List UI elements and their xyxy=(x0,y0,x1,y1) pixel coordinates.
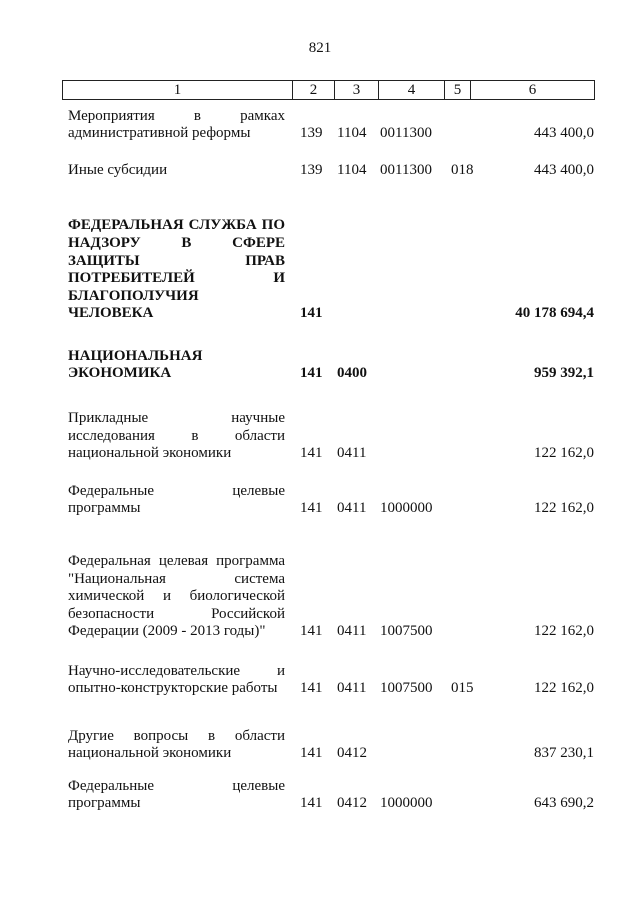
row-c3: 1104 xyxy=(337,162,367,179)
table-row xyxy=(68,348,594,383)
row-c2: 141 xyxy=(300,795,323,812)
table-row xyxy=(68,483,594,518)
row-c3: 0411 xyxy=(337,680,367,697)
row-c3: 1104 xyxy=(337,125,367,142)
row-c2: 141 xyxy=(300,745,323,762)
row-c5: 018 xyxy=(451,162,474,179)
row-c5: 015 xyxy=(451,680,474,697)
table-row xyxy=(68,108,594,143)
row-c3: 0411 xyxy=(337,623,367,640)
table-row xyxy=(68,663,594,698)
row-c4: 1007500 xyxy=(380,680,433,697)
table-row xyxy=(68,553,594,641)
row-c4: 0011300 xyxy=(380,125,432,142)
header-col-1: 1 xyxy=(63,81,293,100)
row-c6: 643 690,2 xyxy=(534,795,594,812)
row-c2: 141 xyxy=(300,500,323,517)
row-c3: 0411 xyxy=(337,445,367,462)
table-header xyxy=(62,80,595,100)
row-c4: 0011300 xyxy=(380,162,432,179)
row-c3: 0412 xyxy=(337,745,367,762)
row-name: Федеральные целевые программы xyxy=(68,777,285,812)
row-name: Федеральная целевая программа "Национальная система химической и биологической безопасности Российской Федерации (2009 - 2013 годы)" xyxy=(68,553,285,640)
row-name: Мероприятия в рамках административной реформы xyxy=(68,107,285,142)
row-c2: 139 xyxy=(300,162,323,179)
table-row xyxy=(68,410,594,463)
row-c3: 0400 xyxy=(337,365,367,382)
row-c6: 40 178 694,4 xyxy=(515,305,594,322)
row-c3: 0412 xyxy=(337,795,367,812)
row-c6: 122 162,0 xyxy=(534,500,594,517)
row-c2: 141 xyxy=(300,365,323,382)
row-c4: 1007500 xyxy=(380,623,433,640)
row-c6: 837 230,1 xyxy=(534,745,594,762)
row-name: Другие вопросы в области национальной экономики xyxy=(68,727,285,762)
row-c6: 122 162,0 xyxy=(534,623,594,640)
header-col-3: 3 xyxy=(335,81,379,100)
row-name: Прикладные научные исследования в области национальной экономики xyxy=(68,410,285,462)
page-number: 821 xyxy=(308,40,332,56)
row-c2: 139 xyxy=(300,125,323,142)
table-row xyxy=(68,217,594,323)
row-c6: 443 400,0 xyxy=(534,162,594,179)
header-col-2: 2 xyxy=(293,81,335,100)
row-c3: 0411 xyxy=(337,500,367,517)
row-name: ФЕДЕРАЛЬНАЯ СЛУЖБА ПО НАДЗОРУ В СФЕРЕ ЗАЩИТЫ ПРАВ ПОТРЕБИТЕЛЕЙ И БЛАГОПОЛУЧИЯ ЧЕЛОВЕКА xyxy=(68,217,285,322)
row-c4: 1000000 xyxy=(380,795,433,812)
row-c2: 141 xyxy=(300,680,323,697)
row-c6: 122 162,0 xyxy=(534,445,594,462)
row-c2: 141 xyxy=(300,445,323,462)
row-c2: 141 xyxy=(300,305,323,322)
row-c2: 141 xyxy=(300,623,323,640)
table-row xyxy=(68,162,594,180)
row-c6: 443 400,0 xyxy=(534,125,594,142)
row-name: НАЦИОНАЛЬНАЯ ЭКОНОМИКА xyxy=(68,347,203,382)
row-name: Федеральные целевые программы xyxy=(68,482,285,517)
header-col-6: 6 xyxy=(471,81,595,100)
table-row xyxy=(68,728,594,763)
row-c6: 122 162,0 xyxy=(534,680,594,697)
row-c4: 1000000 xyxy=(380,500,433,517)
row-name: Иные субсидии xyxy=(68,162,168,179)
header-col-5: 5 xyxy=(445,81,471,100)
row-c6: 959 392,1 xyxy=(534,365,594,382)
header-col-4: 4 xyxy=(379,81,445,100)
table-row xyxy=(68,778,594,813)
row-name: Научно-исследовательские и опытно-конструкторские работы xyxy=(68,662,285,697)
